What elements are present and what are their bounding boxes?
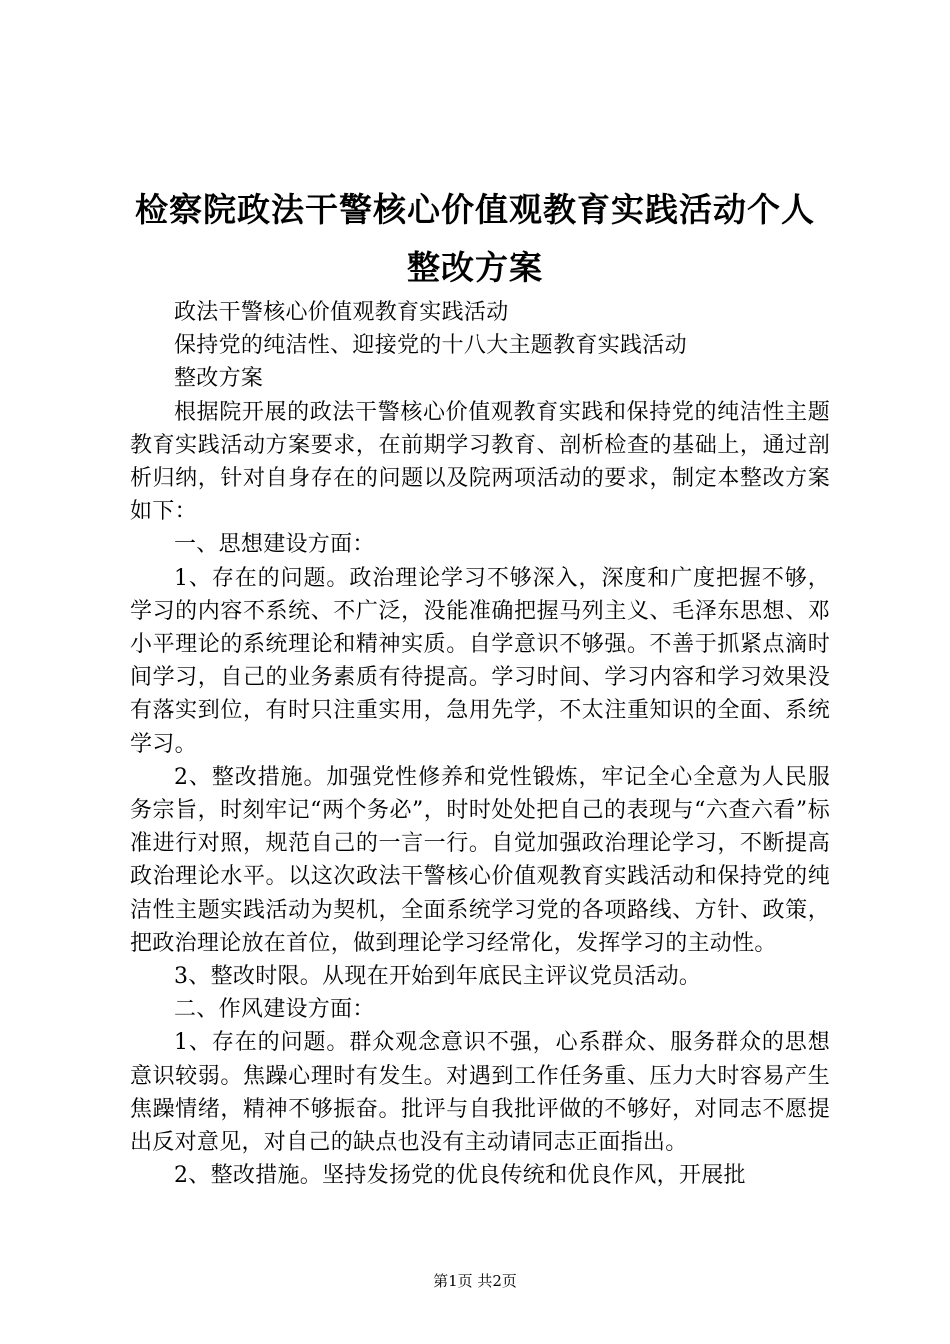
document-title-line-2: 整改方案 <box>407 248 543 287</box>
paragraph: 2、整改措施。加强党性修养和党性锻炼，牢记全心全意为人民服务宗旨，时刻牢记“两个务必”，时时处处把自己的表现与“六查六看”标准进行对照，规范自己的一言一行。自觉加强政治理论学习，不断提高政治理论水平。以这次政法干警核心价值观教育实践活动和保持党的纯洁性主题实践活动为契机，全面系统学习党的各项路线、方针、政策，把政治理论放在首位，做到理论学习经常化，发挥学习的主动性。 <box>130 764 830 956</box>
document-body <box>130 296 830 1192</box>
paragraph: 根据院开展的政法干警核心价值观教育实践和保持党的纯洁性主题教育实践活动方案要求，在前期学习教育、剖析检查的基础上，通过剖析归纳，针对自身存在的问题以及院两项活动的要求，制定本整改方案如下： <box>130 399 830 525</box>
page-footer: 第1页 共2页 <box>433 1272 517 1290</box>
document-title-line-1: 检察院政法干警核心价值观教育实践活动个人 <box>135 190 815 229</box>
paragraph: 3、整改时限。从现在开始到年底民主评议党员活动。 <box>174 964 702 990</box>
paragraph: 保持党的纯洁性、迎接党的十八大主题教育实践活动 <box>174 333 687 359</box>
paragraph: 整改方案 <box>174 366 264 392</box>
paragraph: 2、整改措施。坚持发扬党的优良传统和优良作风，开展批 <box>174 1163 746 1189</box>
paragraph: 1、存在的问题。政治理论学习不够深入，深度和广度把握不够，学习的内容不系统、不广泛，没能准确把握马列主义、毛泽东思想、邓小平理论的系统理论和精神实质。自学意识不够强。不善于抓紧点滴时间学习，自己的业务素质有待提高。学习时间、学习内容和学习效果没有落实到位，有时只注重实用，急用先学，不太注重知识的全面、系统学习。 <box>130 565 830 757</box>
section-heading: 二、作风建设方面： <box>174 997 375 1023</box>
paragraph: 政法干警核心价值观教育实践活动 <box>174 300 509 325</box>
section-heading: 一、思想建设方面： <box>174 532 375 558</box>
paragraph: 1、存在的问题。群众观念意识不强，心系群众、服务群众的思想意识较弱。焦躁心理时有发生。对遇到工作任务重、压力大时容易产生焦躁情绪，精神不够振奋。批评与自我批评做的不够好，对同志不愿提出反对意见，对自己的缺点也没有主动请同志正面指出。 <box>130 1030 830 1156</box>
